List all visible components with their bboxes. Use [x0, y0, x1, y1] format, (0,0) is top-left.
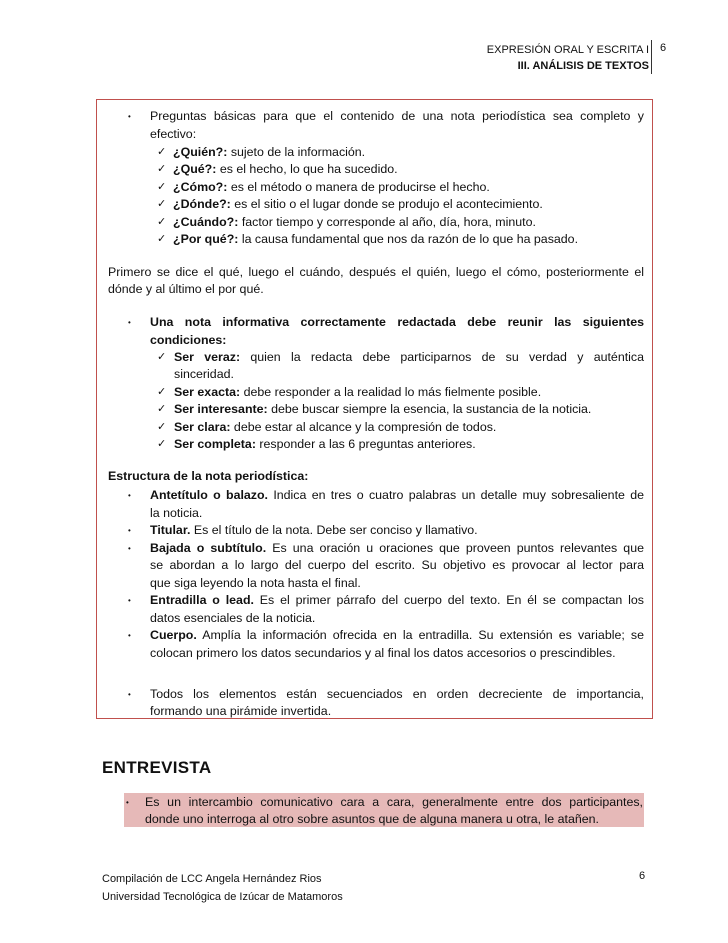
- question-item: [173, 231, 578, 249]
- question-label: ¿Dónde?:: [173, 197, 231, 211]
- condition-label: Ser interesante:: [174, 402, 268, 416]
- pyramid-line1: Todos los elementos están secuenciados en orden decreciente de importancia,: [150, 687, 644, 701]
- header-divider: [651, 40, 652, 74]
- check-icon: ✓: [157, 181, 167, 193]
- order-paragraph-line2: dónde y al último el por qué.: [108, 282, 264, 296]
- header-page-number: 6: [660, 42, 667, 54]
- condition-text-continued: sinceridad.: [174, 367, 234, 381]
- condition-label: Ser clara:: [174, 420, 231, 434]
- structure-item: [150, 487, 644, 505]
- condition-item: [174, 436, 476, 454]
- pyramid-line2: formando una pirámide invertida.: [150, 704, 332, 718]
- check-icon: ✓: [157, 403, 167, 415]
- check-icon: ✓: [157, 233, 167, 245]
- question-text: es el hecho, lo que ha sucedido.: [216, 162, 398, 176]
- condition-label: Ser exacta:: [174, 385, 241, 399]
- footer-page-number: 6: [639, 870, 646, 882]
- check-icon: ✓: [157, 198, 167, 210]
- conditions-intro-line2: condiciones:: [150, 333, 227, 347]
- check-icon: ✓: [157, 146, 167, 158]
- structure-label: Cuerpo.: [150, 628, 197, 642]
- condition-item: [174, 401, 591, 419]
- structure-item: [150, 522, 478, 540]
- structure-text-continued: datos esenciales de la noticia.: [150, 611, 316, 625]
- condition-text: debe buscar siempre la esencia, la sustancia de la noticia.: [267, 402, 592, 416]
- condition-item: [174, 349, 644, 367]
- check-icon: ✓: [157, 438, 167, 450]
- structure-item: [150, 627, 644, 645]
- structure-label: Antetítulo o balazo.: [150, 488, 269, 502]
- check-icon: ✓: [157, 163, 167, 175]
- question-label: ¿Por qué?:: [173, 232, 239, 246]
- bullet-icon: •: [128, 491, 131, 500]
- conditions-intro-line1: Una nota informativa correctamente redactada debe reunir las siguientes: [150, 315, 644, 329]
- question-item: [173, 214, 536, 232]
- course-title: EXPRESIÓN ORAL Y ESCRITA I: [486, 44, 649, 56]
- question-text: sujeto de la información.: [227, 145, 366, 159]
- structure-text: Es una oración u oraciones que proveen puntos relevantes que: [266, 541, 644, 555]
- structure-label: Bajada o subtítulo.: [150, 541, 267, 555]
- question-text: la causa fundamental que nos da razón de lo que ha pasado.: [238, 232, 579, 246]
- bullet-icon: •: [128, 526, 131, 535]
- question-item: [173, 179, 490, 197]
- question-label: ¿Qué?:: [173, 162, 217, 176]
- section-title: III. ANÁLISIS DE TEXTOS: [517, 60, 649, 72]
- footer-institution: Universidad Tecnológica de Izúcar de Matamoros: [102, 891, 343, 903]
- question-label: ¿Cómo?:: [173, 180, 228, 194]
- structure-text: Indica en tres o cuatro palabras un detalle muy sobresaliente de: [268, 488, 645, 502]
- bullet-icon: •: [128, 112, 131, 121]
- check-icon: ✓: [157, 216, 167, 228]
- structure-text: Amplía la información ofrecida en la entradilla. Su extensión es variable; se: [196, 628, 644, 642]
- question-text: factor tiempo y corresponde al año, día, hora, minuto.: [238, 215, 536, 229]
- order-paragraph-line1: Primero se dice el qué, luego el cuándo, después el quién, luego el cómo, posteriormente el: [108, 265, 644, 279]
- bullet-icon: •: [128, 596, 131, 605]
- structure-text-continued: la noticia.: [150, 506, 203, 520]
- check-icon: ✓: [157, 421, 167, 433]
- condition-item: [174, 419, 496, 437]
- questions-intro-line1: Preguntas básicas para que el contenido de una nota periodística sea completo y: [150, 109, 644, 123]
- check-icon: ✓: [157, 351, 167, 363]
- bullet-icon: •: [126, 798, 129, 807]
- condition-text: quien la redacta debe participarnos de su verdad y auténtica: [240, 350, 644, 364]
- condition-item: [174, 384, 541, 402]
- structure-title: Estructura de la nota periodística:: [108, 469, 309, 483]
- structure-text: Es el título de la nota. Debe ser conciso y llamativo.: [190, 523, 478, 537]
- entrevista-heading: ENTREVISTA: [102, 758, 212, 777]
- condition-text: debe estar al alcance y la compresión de todos.: [230, 420, 497, 434]
- check-icon: ✓: [157, 386, 167, 398]
- structure-item: [150, 540, 644, 558]
- condition-label: Ser completa:: [174, 437, 256, 451]
- condition-text: debe responder a la realidad lo más fielmente posible.: [240, 385, 542, 399]
- question-item: [173, 196, 543, 214]
- structure-text-continued: que siga leyendo la nota hasta el final.: [150, 576, 361, 590]
- running-header: [487, 42, 649, 74]
- structure-label: Titular.: [150, 523, 191, 537]
- structure-label: Entradilla o lead.: [150, 593, 254, 607]
- bullet-icon: •: [128, 631, 131, 640]
- page-footer: [102, 870, 343, 906]
- entrevista-line1: Es un intercambio comunicativo cara a cara, generalmente entre dos participantes,: [145, 795, 643, 809]
- question-label: ¿Quién?:: [173, 145, 228, 159]
- bullet-icon: •: [128, 318, 131, 327]
- question-item: [173, 161, 398, 179]
- structure-text-continued: colocan primero los datos secundarios y al final los datos accesorios o prescindibles.: [150, 646, 616, 660]
- question-item: [173, 144, 365, 162]
- entrevista-line2: donde uno interroga al otro sobre asuntos que de alguna manera u otra, le atañen.: [145, 812, 599, 826]
- bullet-icon: •: [128, 544, 131, 553]
- condition-label: Ser veraz:: [174, 350, 241, 364]
- question-text: es el método o manera de producirse el hecho.: [227, 180, 490, 194]
- structure-item: [150, 592, 644, 610]
- bullet-icon: •: [128, 690, 131, 699]
- footer-author: Compilación de LCC Angela Hernández Rios: [102, 873, 322, 885]
- questions-intro-line2: efectivo:: [150, 127, 197, 141]
- question-label: ¿Cuándo?:: [173, 215, 239, 229]
- structure-text-continued: se abordan a lo largo del cuerpo del escrito. Su objetivo es provocar al lector para: [150, 558, 644, 572]
- condition-text: responder a las 6 preguntas anteriores.: [255, 437, 476, 451]
- structure-text: Es el primer párrafo del cuerpo del texto. En él se compactan los: [253, 593, 644, 607]
- question-text: es el sitio o el lugar donde se produjo el acontecimiento.: [230, 197, 543, 211]
